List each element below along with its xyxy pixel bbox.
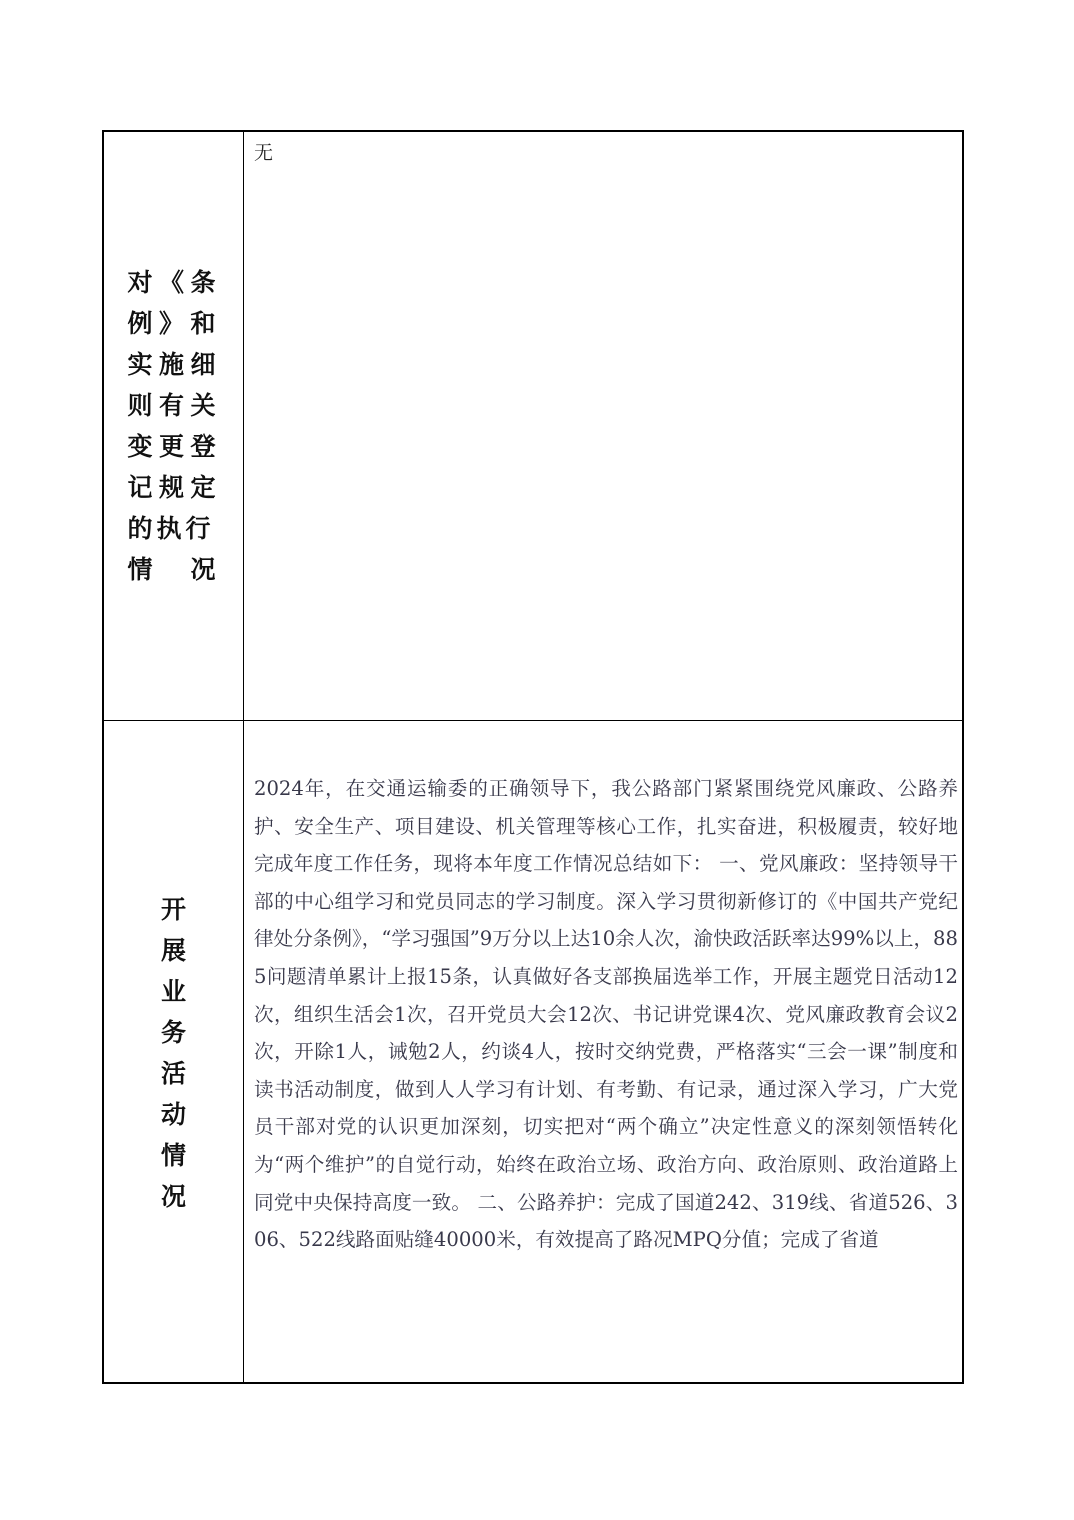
row-content-change-registration: 无: [254, 142, 274, 164]
row-label-business-activities: [104, 721, 243, 1384]
row-label-text: 开展业务活动情况: [160, 894, 186, 1211]
row-label-last-line: [128, 549, 220, 590]
row-label-char: 情: [127, 555, 157, 584]
row-content-business-activities: 2024年，在交通运输委的正确领导下，我公路部门紧紧围绕党风廉政、公路养护、安全生产、项目建设、机关管理等核心工作，扎实奋进，积极履责，较好地完成年度工作任务，现将本年度工作情况总结如下： 一、党风廉政：坚持领导干部的中心组学习和党员同志的学习制度。深入学习贯彻新修订的《中国共产党纪律处分条例》，“学习强国”9万分以上达10余人次，渝快政活跃率达99%以上，885问题清单累计上报15条，认真做好各支部换届选举工作，开展主题党日活动12次，组织生活会1次，召开党员大会12次、书记讲党课4次、党风廉政教育会议2次，开除1人，诫勉2人，约谈4人，按时交纳党费，严格落实“三会一课”制度和读书活动制度，做到人人学习有计划、有考勤、有记录，通过深入学习，广大党员干部对党的认识更加深刻，切实把对“两个确立”决定性意义的深刻领悟转化为“两个维护”的自觉行动，始终在政治立场、政治方向、政治原则、政治道路上同党中央保持高度一致。 二、公路养护：完成了国道242、319线、省道526、306、522线路面贴缝40000米，有效提高了路况MPQ分值；完成了省道: [254, 777, 958, 1252]
row-label-char: 况: [190, 555, 220, 584]
row-label-change-registration: [104, 132, 243, 720]
registration-form-table: [102, 130, 964, 1384]
column-divider: [243, 132, 244, 1382]
row-label-text: 对《条例》和实施细则有关变更登记规定的执行: [127, 268, 220, 543]
